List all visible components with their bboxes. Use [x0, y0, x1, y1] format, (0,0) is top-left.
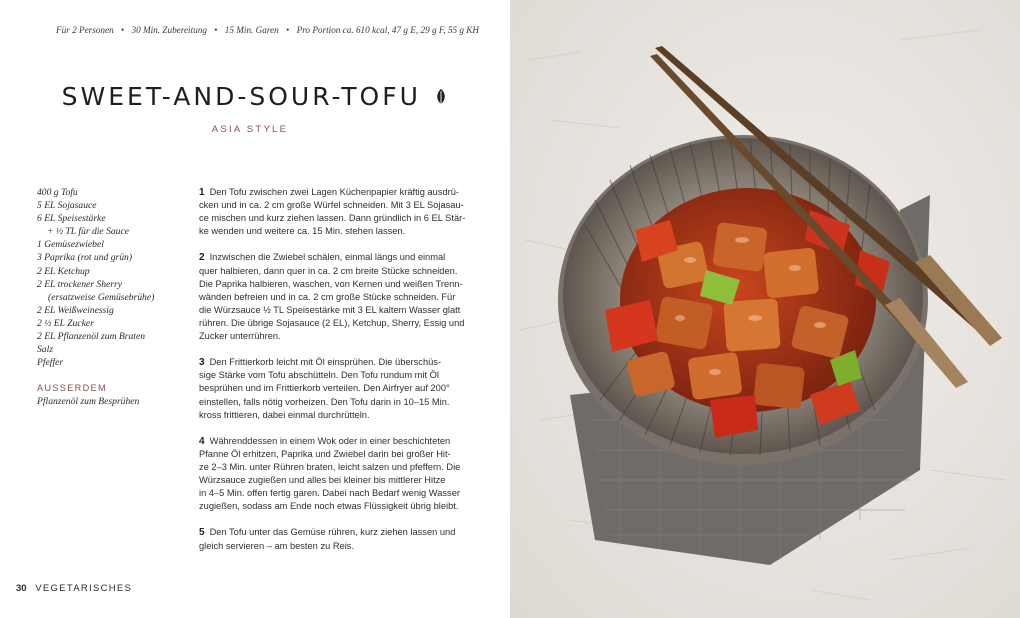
step-line: ce mischen und kurz ziehen lassen. Dann gründlich in 6 EL Stär- [199, 213, 466, 224]
recipe-subtitle: ASIA STYLE [211, 124, 289, 135]
servings: Für 2 Personen [56, 25, 114, 35]
ingredient-item: 5 EL Sojasauce [37, 200, 97, 212]
step-line: Pfanne Öl erhitzen, Paprika und Zwiebel darin bei großer Hit- [199, 448, 451, 459]
step-line [199, 251, 461, 264]
step-3 [199, 356, 461, 421]
cook-time: 15 Min. Garen [224, 25, 279, 35]
leaf-icon [434, 88, 448, 106]
step-line: ke wenden und weitere ca. 15 Min. stehen lassen. [199, 226, 406, 237]
recipe-title: SWEET-AND-SOUR-TOFU [61, 82, 421, 111]
ingredient-item: 6 EL Speisestärke [37, 213, 106, 225]
step-line: Würzsauce zugießen und alles bei kleiner bis mittlerer Hitze [199, 475, 446, 486]
step-1 [199, 186, 466, 238]
recipe-photo [510, 0, 1020, 618]
step-number: 1 [199, 187, 205, 198]
step-line [199, 526, 461, 539]
step-number: 2 [199, 252, 205, 264]
step-text: Währenddessen in einem Wok oder in einer beschichteten [209, 435, 451, 446]
step-line: zugießen, sodass am Ende noch etwas Flüssigkeit übrig bleibt. [199, 501, 459, 512]
ingredient-item: 1 Gemüsezwiebel [37, 239, 104, 251]
step-5 [199, 526, 461, 552]
step-line: Zucker unterrühren. [199, 331, 281, 342]
ingredient-item: 400 g Tofu [37, 187, 78, 198]
ingredient-item: 2 EL Pflanzenöl zum Braten [37, 331, 146, 343]
food-photo-illustration [510, 0, 1020, 618]
section-label: VEGETARISCHES [35, 583, 133, 594]
step-text: Den Tofu zwischen zwei Lagen Küchenpapier kräftig ausdrü- [209, 187, 460, 197]
nutrition-info: Pro Portion ca. 610 kcal, 47 g E, 29 g F, 55 g KH [296, 25, 480, 35]
step-line [199, 435, 461, 448]
step-line: die Würzsauce ½ TL Speisestärke mit 3 EL kaltem Wasser glatt [199, 304, 461, 315]
step-line: rühren. Die übrige Sojasauce (2 EL), Ketchup, Sherry, Essig und [199, 317, 465, 328]
ingredient-item: + ½ TL für die Sauce [47, 226, 129, 238]
step-line: einstellen, falls nötig vorheizen. Den Tofu darin in 10–15 Min. [199, 396, 450, 407]
step-line: Die Paprika halbieren, waschen, von Kernen und weißen Trenn- [199, 278, 463, 289]
step-line [199, 186, 461, 199]
step-2 [199, 251, 465, 343]
ingredient-item: 2 EL Weißweinessig [37, 304, 114, 316]
instruction-steps [199, 186, 466, 566]
ingredient-item: 2 EL Ketchup [37, 265, 90, 277]
step-line: gleich servieren – am besten zu Reis. [199, 540, 355, 551]
ingredient-item: (ersatzweise Gemüsebrühe) [48, 291, 155, 303]
ingredient-item: 2 ½ EL Zucker [37, 317, 94, 329]
step-line: in 4–5 Min. offen fertig garen. Dabei nach Bedarf wenig Wasser [199, 488, 460, 499]
page-footer [16, 583, 132, 594]
page-number: 30 [16, 583, 27, 594]
prep-time: 30 Min. Zubereitung [131, 25, 207, 35]
meta-separator: • [120, 25, 125, 35]
step-line: ze 2–3 Min. unter Rühren braten, leicht salzen und pfeffern. Die [199, 461, 461, 472]
step-number: 5 [199, 527, 205, 539]
ingredient-list [37, 186, 197, 369]
ingredient-item: 3 Paprika (rot und grün) [37, 252, 133, 264]
ingredient-item: 2 EL trockener Sherry [37, 278, 122, 290]
ausserdem-item: Pflanzenöl zum Besprühen [37, 396, 140, 407]
step-text: Inzwischen die Zwiebel schälen, einmal längs und einmal [209, 252, 446, 263]
step-line: cken und in ca. 2 cm große Würfel schneiden. Mit 3 EL Sojasau- [199, 200, 464, 211]
step-line: sige Stärke vom Tofu abschütteln. Den Tofu rundum mit Öl [199, 370, 439, 381]
ingredient-item: Salz [37, 344, 53, 356]
step-number: 4 [199, 435, 205, 447]
step-number: 3 [199, 357, 205, 369]
step-line [199, 356, 461, 369]
meta-separator: • [214, 25, 218, 35]
ingredient-item: Pfeffer [37, 357, 64, 369]
step-line: wänden befreien und in ca. 2 cm große Stücke schneiden. Für [199, 291, 456, 302]
step-line: kross frittieren, dabei einmal durchrütteln. [199, 409, 370, 420]
title-row [0, 82, 510, 111]
recipe-meta [56, 25, 496, 35]
step-4 [199, 435, 461, 514]
ausserdem-heading: AUSSERDEM [37, 383, 107, 393]
step-line: quer halbieren, dann quer in ca. 2 cm breite Stücke schneiden. [199, 265, 458, 276]
step-text: Den Frittierkorb leicht mit Öl einsprühen. Die überschüs- [209, 357, 442, 368]
step-line: besprühen und im Frittierkorb verteilen. Den Airfryer auf 200° [199, 383, 450, 394]
meta-separator: • [286, 25, 290, 35]
step-text: Den Tofu unter das Gemüse rühren, kurz ziehen lassen und [209, 527, 456, 538]
